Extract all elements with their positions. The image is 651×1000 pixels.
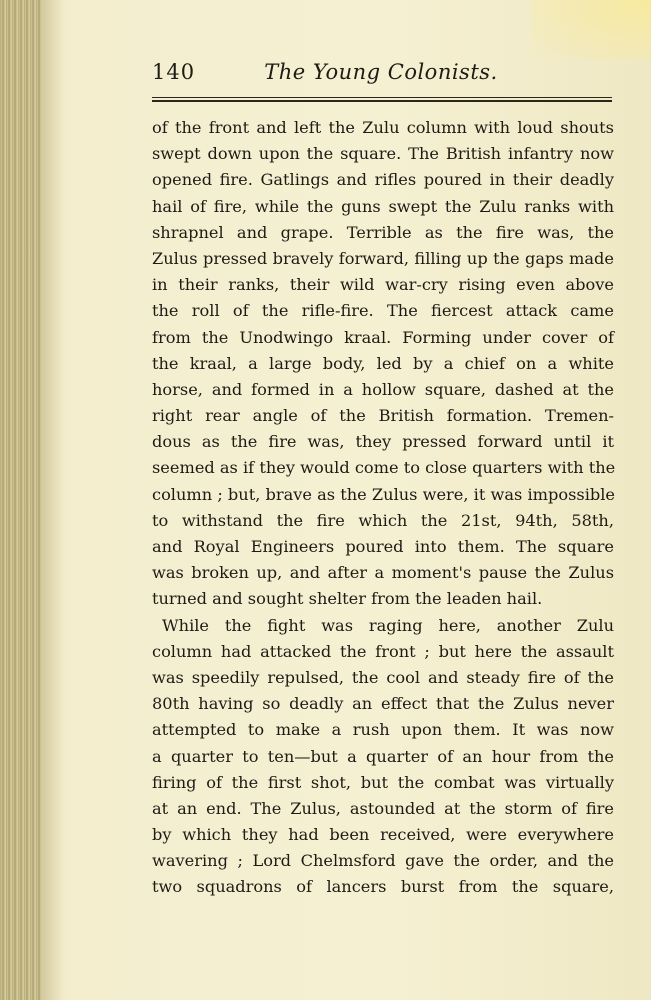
- text-line: a quarter to ten—but a quarter of an hour from the: [152, 746, 614, 766]
- text-line: attempted to make a rush upon them. It was now: [152, 720, 614, 740]
- text-line: column ; but, brave as the Zulus were, it was impossible: [152, 484, 616, 504]
- text-line: the kraal, a large body, led by a chief on a white: [152, 353, 614, 373]
- page-header: [152, 60, 610, 90]
- text-line: two squadrons of lancers burst from the square,: [152, 877, 614, 897]
- text-line: by which they had been received, were everywhere: [152, 825, 614, 845]
- header-rule-thin: [152, 97, 612, 98]
- text-line: from the Unodwingo kraal. Forming under cover of: [152, 327, 614, 347]
- text-line: swept down upon the square. The British infantry now: [152, 144, 614, 164]
- text-line: hail of fire, while the guns swept the Zulu ranks with: [152, 196, 614, 216]
- text-line: turned and sought shelter from the leaden hail.: [152, 589, 543, 609]
- text-line: 80th having so deadly an effect that the Zulus never: [152, 694, 614, 714]
- text-line: column had attacked the front ; but here the assault: [152, 641, 614, 661]
- text-line: the roll of the rifle-fire. The fiercest attack came: [152, 301, 614, 321]
- text-line: Zulus pressed bravely forward, filling up the gaps made: [152, 248, 614, 268]
- text-line: shrapnel and grape. Terrible as the fire was, the: [152, 222, 614, 242]
- text-line: While the fight was raging here, another Zulu: [162, 615, 614, 635]
- text-line: to withstand the fire which the 21st, 94th, 58th,: [152, 510, 614, 530]
- text-line: wavering ; Lord Chelmsford gave the order, and the: [152, 851, 614, 871]
- running-title: The Young Colonists.: [264, 60, 498, 84]
- book-spine-edge: [0, 0, 42, 1000]
- text-line: and Royal Engineers poured into them. The square: [152, 537, 614, 556]
- header-rule-thick: [152, 100, 612, 102]
- body-text: [152, 115, 614, 901]
- text-line: opened fire. Gatlings and rifles poured in their deadly: [152, 170, 614, 190]
- page-number: 140: [152, 60, 196, 84]
- gutter-shadow: [42, 0, 64, 1000]
- text-line: seemed as if they would come to close quarters with the: [152, 458, 616, 478]
- text-line: horse, and formed in a hollow square, dashed at the: [152, 379, 614, 399]
- text-line: firing of the first shot, but the combat was virtually: [152, 772, 614, 792]
- text-line: was broken up, and after a moment's pause the Zulus: [152, 563, 614, 583]
- page-corner-tint: [531, 0, 651, 60]
- text-line: right rear angle of the British formation. Tremen-: [152, 406, 614, 426]
- text-line: at an end. The Zulus, astounded at the storm of fire: [152, 798, 614, 818]
- text-line: was speedily repulsed, the cool and steady fire of the: [152, 667, 614, 687]
- text-line: in their ranks, their wild war-cry rising even above: [152, 275, 614, 295]
- text-line: dous as the fire was, they pressed forward until it: [152, 432, 614, 452]
- text-line: of the front and left the Zulu column with loud shouts: [152, 118, 614, 137]
